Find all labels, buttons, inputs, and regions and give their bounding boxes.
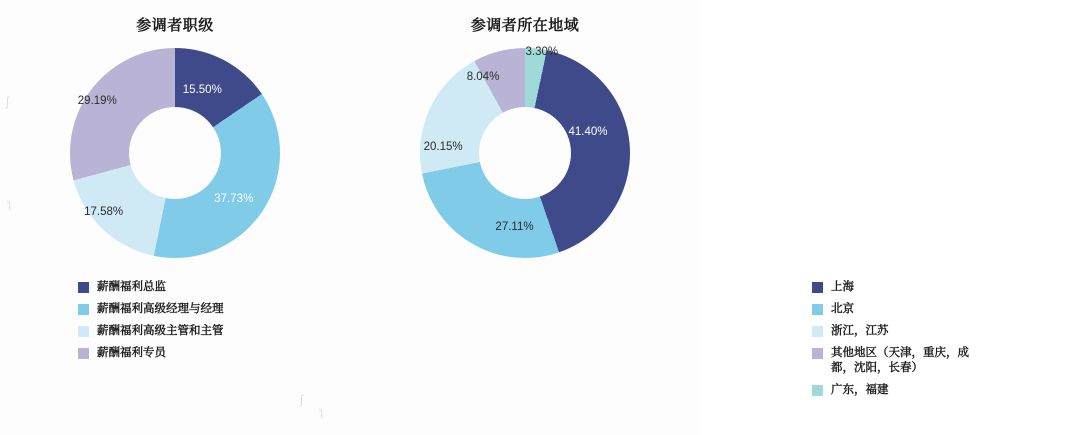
page-edge-artifact: ʃ bbox=[6, 94, 9, 109]
legend-item bbox=[812, 346, 1072, 376]
legend-item bbox=[812, 280, 1072, 295]
chart-title-region: 参调者所在地域 bbox=[470, 17, 580, 34]
legend-swatch-icon bbox=[812, 282, 823, 293]
chart-panel-job-level bbox=[0, 0, 350, 435]
donut-chart-region bbox=[420, 48, 630, 258]
slice-value-label: 20.15% bbox=[423, 140, 463, 153]
legend-item bbox=[812, 302, 1072, 317]
donut-center-hole bbox=[479, 107, 571, 199]
slice-value-label: 3.30% bbox=[525, 46, 559, 59]
page-edge-artifact: ʃ bbox=[300, 392, 303, 407]
legend-label: 薪酬福利专员 bbox=[97, 347, 166, 359]
legend-region bbox=[812, 280, 1072, 405]
legend-swatch-icon bbox=[78, 282, 89, 293]
slice-value-label: 29.19% bbox=[77, 94, 117, 107]
legend-swatch-icon bbox=[812, 304, 823, 315]
legend-label: 浙江，江苏 bbox=[831, 325, 889, 337]
legend-label: 薪酬福利总监 bbox=[97, 281, 166, 293]
legend-swatch-icon bbox=[78, 348, 89, 359]
slice-value-label: 27.11% bbox=[495, 220, 534, 233]
slice-value-label: 8.04% bbox=[466, 71, 500, 84]
legend-label: 上海 bbox=[831, 281, 854, 293]
legend-job-level bbox=[78, 280, 338, 368]
legend-label: 广东，福建 bbox=[831, 384, 889, 396]
legend-swatch-icon bbox=[78, 326, 89, 337]
chart-title-job-level: 参调者职级 bbox=[136, 17, 214, 34]
legend-label: 其他地区（天津，重庆，成都，沈阳，长春） bbox=[831, 347, 969, 374]
legend-swatch-icon bbox=[812, 326, 823, 337]
legend-item bbox=[812, 324, 1072, 339]
slice-value-label: 37.73% bbox=[214, 193, 254, 206]
legend-item bbox=[78, 302, 338, 317]
slice-value-label: 41.40% bbox=[568, 126, 608, 138]
legend-label: 薪酬福利高级经理与经理 bbox=[97, 303, 224, 315]
legend-item bbox=[78, 346, 338, 361]
legend-label: 薪酬福利高级主管和主管 bbox=[97, 325, 224, 337]
legend-swatch-icon bbox=[78, 304, 89, 315]
legend-item bbox=[812, 383, 1072, 398]
legend-swatch-icon bbox=[812, 385, 823, 396]
page-edge-artifact: ʅ bbox=[320, 404, 323, 419]
chart-panel-region bbox=[350, 0, 969, 435]
slice-value-label: 15.50% bbox=[182, 84, 222, 96]
donut-chart-job-level bbox=[70, 48, 280, 258]
legend-item bbox=[78, 324, 338, 339]
page-edge-artifact: ʅ bbox=[8, 196, 11, 211]
legend-label: 北京 bbox=[831, 303, 854, 315]
donut-center-hole bbox=[129, 107, 221, 199]
slice-value-label: 17.58% bbox=[84, 205, 124, 218]
legend-swatch-icon bbox=[812, 348, 823, 359]
legend-item bbox=[78, 280, 338, 295]
